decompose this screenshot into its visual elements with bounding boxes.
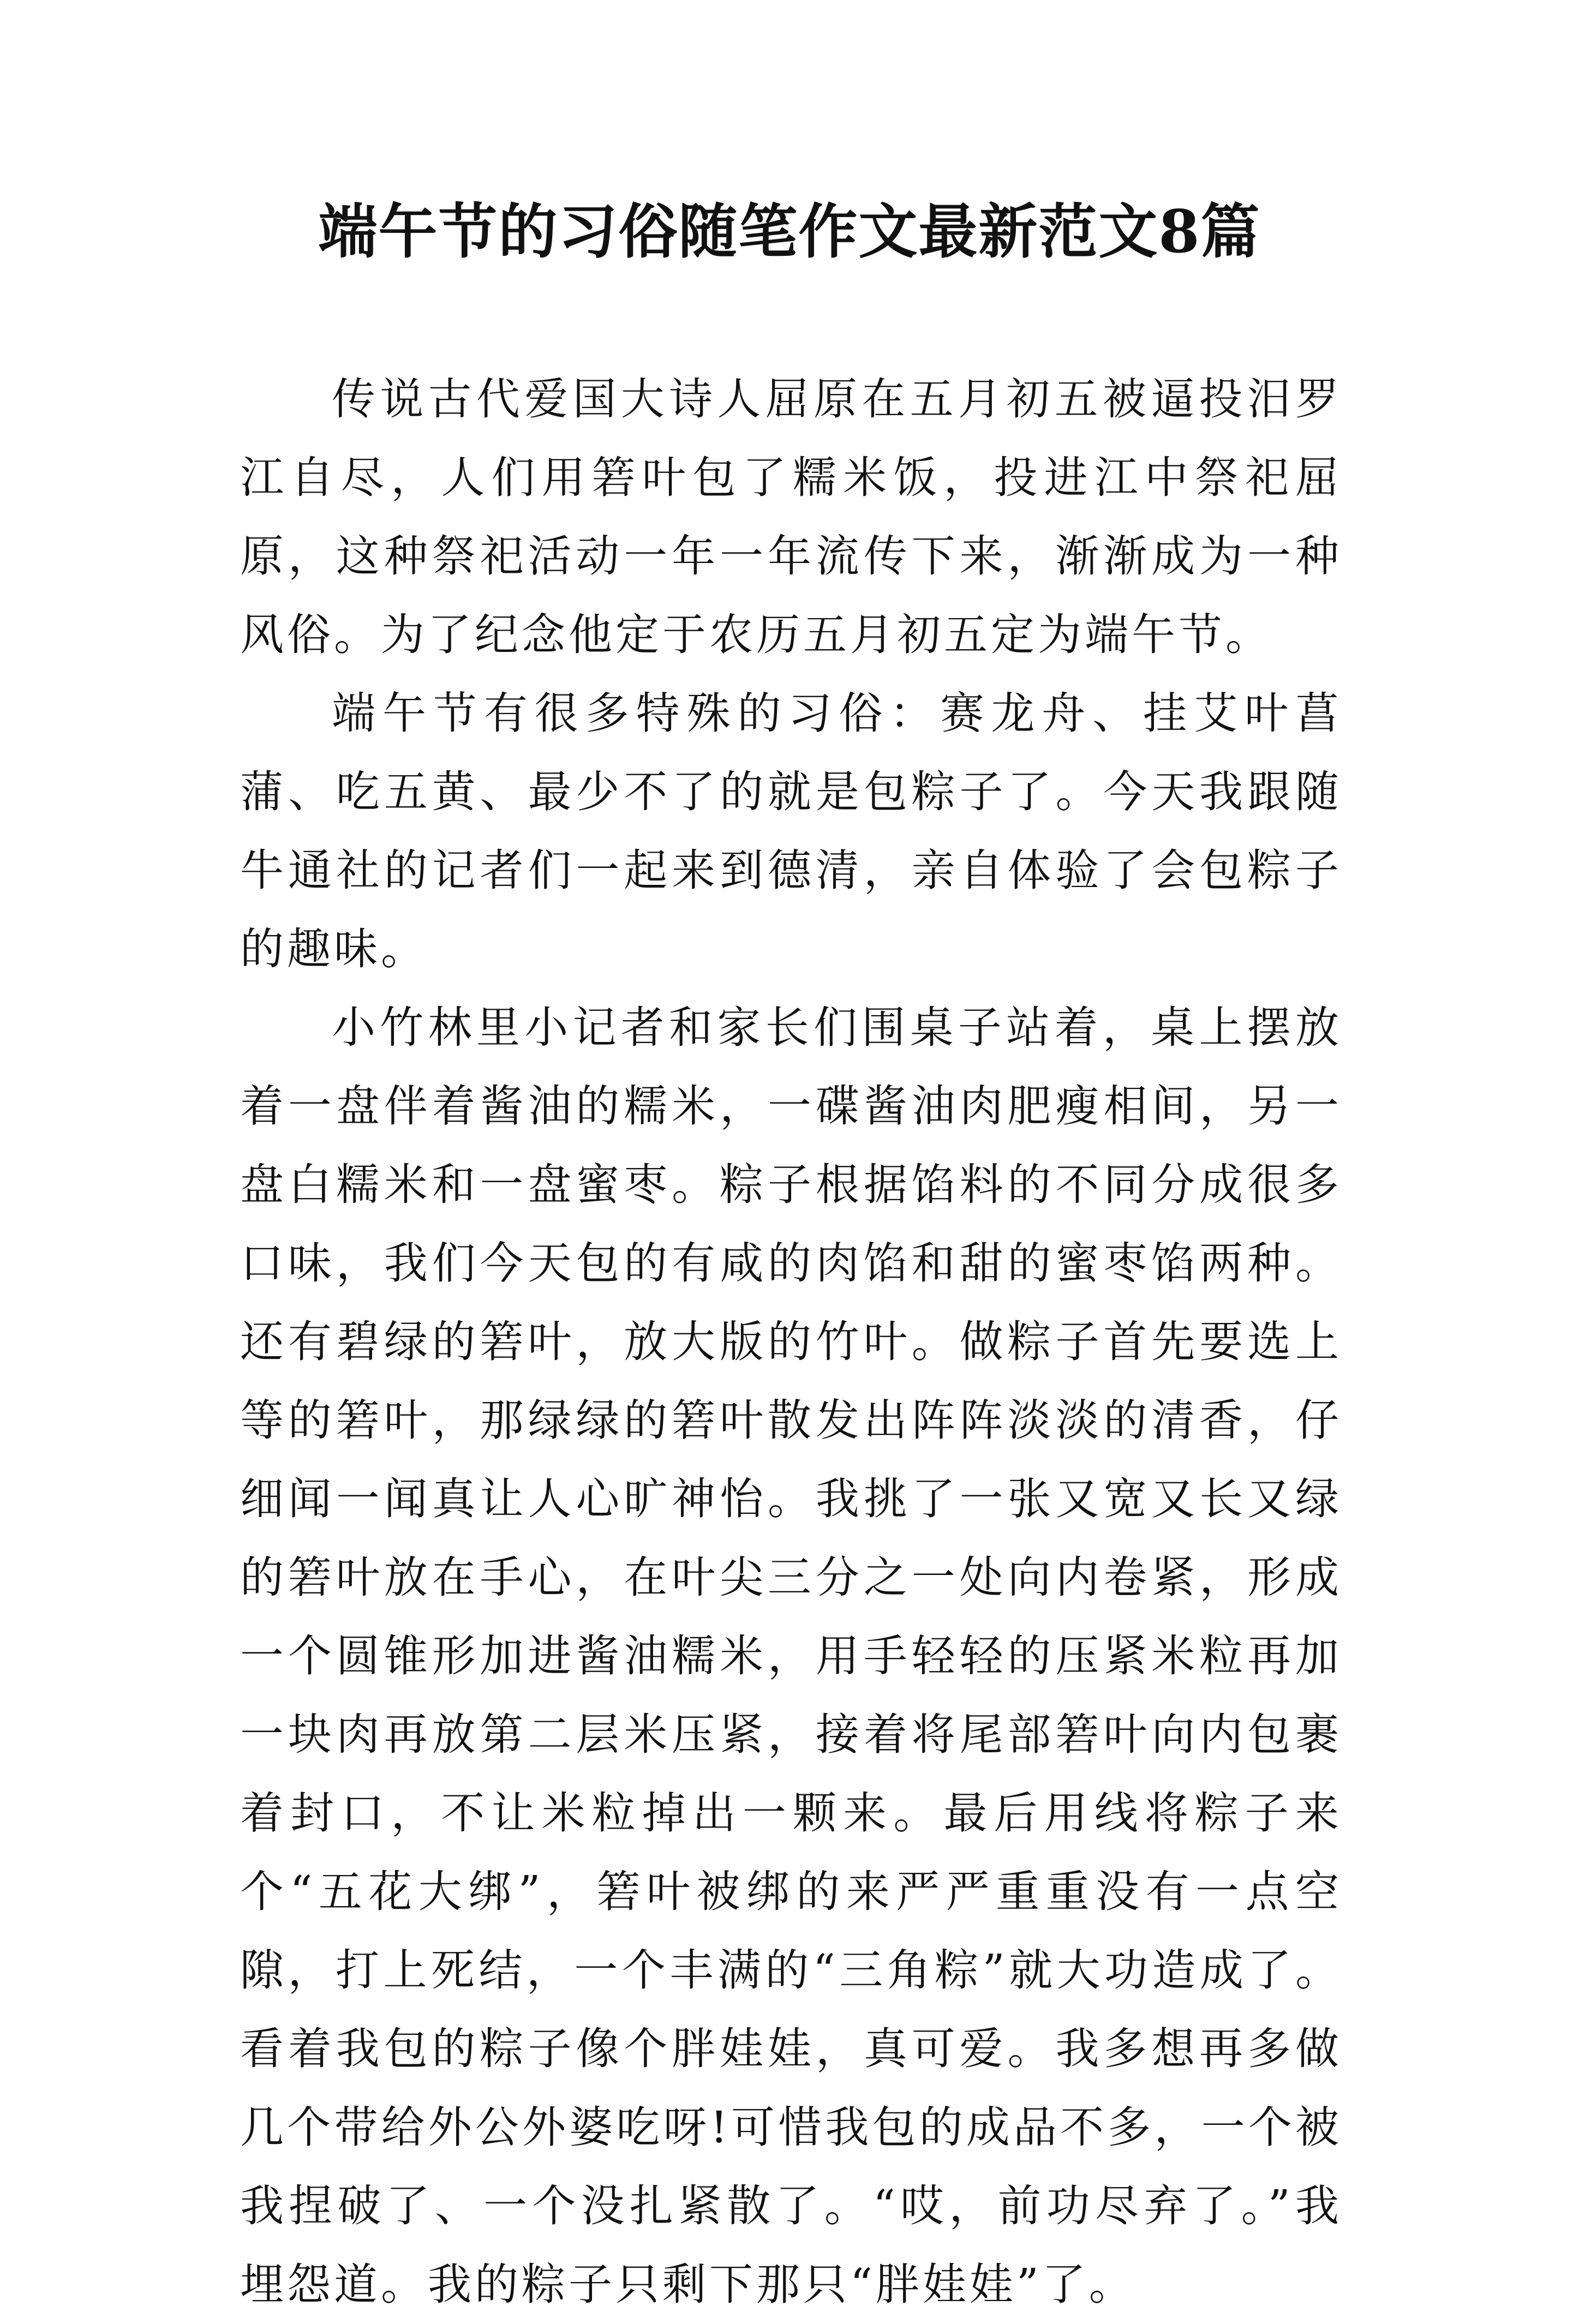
- document-body: [240, 360, 1342, 2324]
- paragraph-3: 小竹林里小记者和家长们围桌子站着，桌上摆放着一盘伴着酱油的糯米，一碟酱油肉肥瘦相间，另一盘白糯米和一盘蜜枣。粽子根据馅料的不同分成很多口味，我们今天包的有咸的肉馅和甜的蜜枣馅两种。还有碧绿的箬叶，放大版的竹叶。做粽子首先要选上等的箬叶，那绿绿的箬叶散发出阵阵淡淡的清香，仔细闻一闻真让人心旷神怡。我挑了一张又宽又长又绿的箬叶放在手心，在叶尖三分之一处向内卷紧，形成一个圆锥形加进酱油糯米，用手轻轻的压紧米粒再加一块肉再放第二层米压紧，接着将尾部箬叶向内包裹着封口，不让米粒掉出一颗来。最后用线将粽子来个“五花大绑”，箬叶被绑的来严严重重没有一点空隙，打上死结，一个丰满的“三角粽”就大功造成了。看着我包的粽子像个胖娃娃，真可爱。我多想再多做几个带给外公外婆吃呀!可惜我包的成品不多，一个被我捏破了、一个没扎紧散了。“哎，前功尽弃了。”我埋怨道。我的粽子只剩下那只“胖娃娃”了。: [240, 1002, 1342, 2310]
- document-title: 端午节的习俗随笔作文最新范文8篇: [318, 197, 1261, 266]
- paragraph-2: 端午节有很多特殊的习俗：赛龙舟、挂艾叶菖蒲、吃五黄、最少不了的就是包粽子了。今天我跟随牛通社的记者们一起来到德清，亲自体验了会包粽子的趣味。: [240, 688, 1342, 974]
- paragraph-1: 传说古代爱国大诗人屈原在五月初五被逼投汨罗江自尽，人们用箬叶包了糯米饭，投进江中祭祀屈原，这种祭祀活动一年一年流传下来，渐渐成为一种风俗。为了纪念他定于农历五月初五定为端午节。: [240, 374, 1342, 660]
